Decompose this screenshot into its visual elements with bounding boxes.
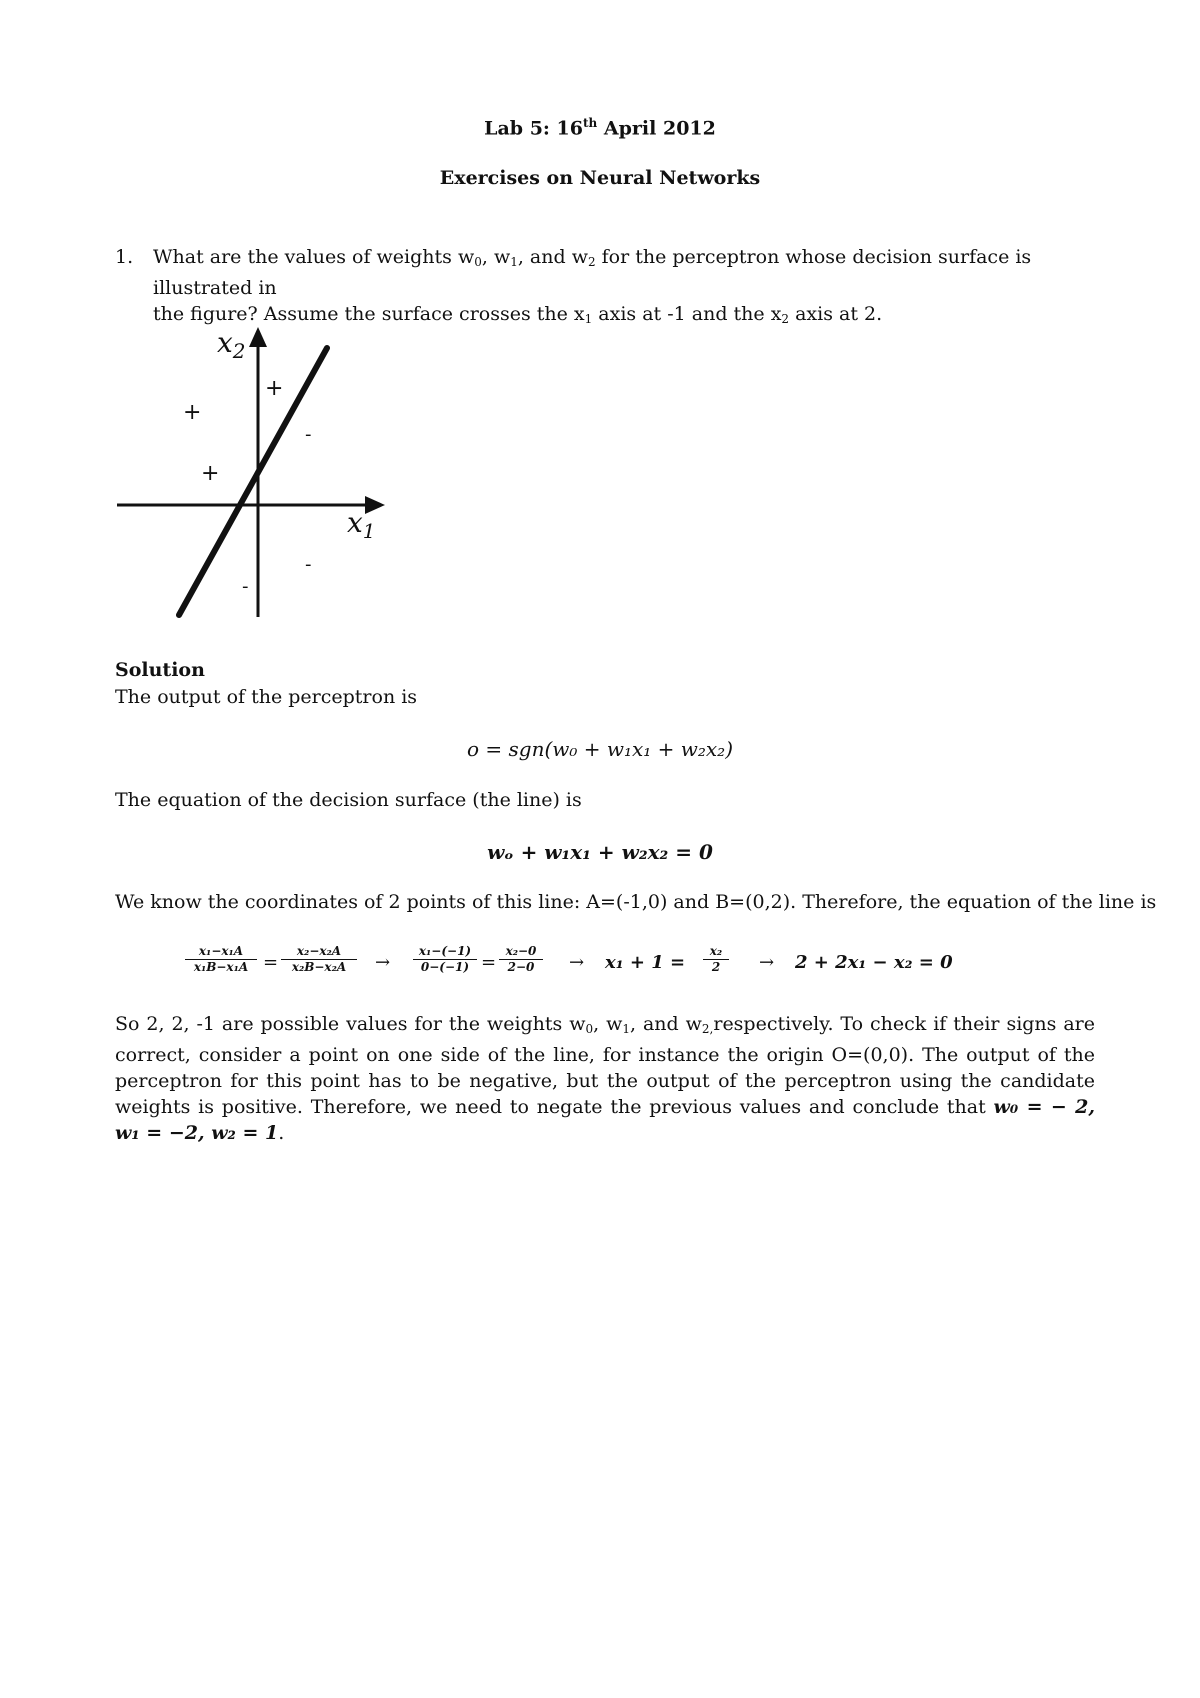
page-title: Lab 5: 16th April 2012 [484, 116, 716, 140]
fraction-x1-sub: $\frac{\text{x₁−(−1)}}{0-(-1)}$ [413, 944, 477, 975]
solution-heading: Solution [115, 659, 205, 681]
fraction-x1: $\frac{\text{x₁−x₁A}}{\text{x₁B−x₁A}}$ [185, 944, 257, 975]
fraction-x2: $\frac{\text{x₂−x₂A}}{\text{x₂B−x₂A}}$ [281, 944, 357, 975]
question-1 [115, 244, 1095, 332]
arrow-1: → [375, 952, 391, 973]
minus-mark-1: - [305, 424, 312, 445]
x2-axis-arrow [249, 327, 267, 347]
x1-axis-arrow [365, 496, 385, 514]
arrow-3: → [759, 952, 775, 973]
surface-equation: wₒ + w₁x₁ + w₂x₂ = 0 [487, 840, 713, 864]
plus-mark-2: + [183, 400, 202, 425]
decision-surface-figure [115, 322, 395, 627]
fraction-x2-over-2: $\frac{\text{x₂}}{2}$ [703, 944, 729, 975]
plus-mark-1: + [265, 376, 284, 401]
page-subtitle: Exercises on Neural Networks [439, 167, 761, 189]
minus-mark-2: - [305, 554, 312, 575]
question-number: 1. [115, 246, 134, 268]
output-equation: o = sgn(w₀ + w₁x₁ + w₂x₂) [466, 737, 733, 761]
conclusion-paragraph: So 2, 2, -1 are possible values for the weights $w_0$, $w_1$, and $w_{2,}respectively$. To check if their signs are correct, consider a point on one side of the line, for instance the origin O=(0,0). The output of the perceptron for this point has to be negative, but the output of the perceptron using the candidate weights is positive. Therefore, we need to negate the previous values and conclude that w₀ = − 2, w₁ = −2, w₂ = 1. [115, 1013, 1096, 1144]
plus-mark-3: + [201, 461, 220, 486]
surface-intro: The equation of the decision surface (the line) is [115, 789, 582, 811]
output-intro: The output of the perceptron is [115, 686, 418, 708]
final-weights: w₀ = − 2, w₁ = −2, w₂ = 1 [115, 1096, 1096, 1144]
points-intro: We know the coordinates of 2 points of this line: A=(-1,0) and B=(0,2). Therefore, the equation of the line is [115, 891, 1157, 913]
line-derivation [185, 942, 965, 992]
question-text: What are the values of weights $w_0$, $w_1$, and $w_2$ for the perceptron whose decision surface is illustrated in the figure? Assume the surface crosses the $x_1$ axis at -1 and the $x_2$ axis at 2. [153, 246, 1032, 326]
x1-axis-label: $x_1$ [347, 506, 376, 543]
equals-sign-2: = [481, 952, 497, 973]
x2-axis-label: $x_2$ [217, 326, 246, 363]
minus-mark-3: - [242, 576, 249, 597]
equation-final: 2 + 2x₁ − x₂ = 0 [795, 952, 953, 973]
fraction-x2-sub: $\frac{\text{x₂−0}}{2-0}$ [499, 944, 543, 975]
arrow-2: → [569, 952, 585, 973]
equation-mid: x₁ + 1 = [605, 952, 686, 973]
equals-sign: = [263, 952, 279, 973]
